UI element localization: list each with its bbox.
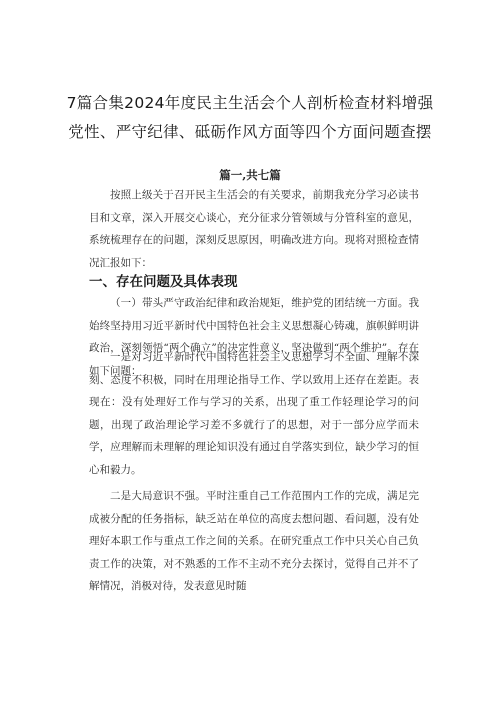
document-subtitle: 篇一,共七篇 <box>219 168 281 182</box>
document-title-line-2: 党性、严守纪律、砥砺作风方面等四个方面问题查摆 <box>68 123 432 141</box>
section-heading-1: 一、存在问题及具体表现 <box>89 274 238 290</box>
subsection-paragraph-1: （一）带头严守政治纪律和政治规矩，维护党的团结统一方面。我始终坚持用习近平新时代中国特色社会主义思想凝心铸魂，旗帜鲜明讲政治，深刻领悟“两个确立”的决定性意义，坚决做到“两个维护”。存在如下问题： <box>89 297 419 377</box>
point-paragraph-1: 一是对习近平新时代中国特色社会主义思想学习不全面、理解不深刻、态度不积极，同时在用理论指导工作、学以致用上还存在差距。表现在：没有处理好工作与学习的关系，出现了重工作轻理论学习的问题，出现了政治理论学习差不多就行了的思想，对于一部分应学而未学，应理解而未理解的理论知识没有通过自学落实到位，缺少学习的恒心和毅力。 <box>89 351 419 476</box>
intro-paragraph: 按照上级关于召开民主生活会的有关要求，前期我充分学习必读书目和文章，深入开展交心谈心，充分征求分管领域与分管科室的意见，系统梳理存在的问题，深刻反思原因，明确改进方向。现将对照检查情况汇报如下： <box>89 189 419 269</box>
document-title-line-1: 7篇合集2024年度民主生活会个人剖析检查材料增强 <box>66 94 434 112</box>
point-paragraph-2: 二是大局意识不强。平时注重自己工作范围内工作的完成，满足完成被分配的任务指标，缺乏站在单位的高度去想问题、看问题，没有处理好本职工作与重点工作之间的关系。在研究重点工作中只关心自己负责工作的决策，对不熟悉的工作不主动不充分去探讨，觉得自己并不了解情况，消极对待，发表意见时随 <box>89 490 419 592</box>
